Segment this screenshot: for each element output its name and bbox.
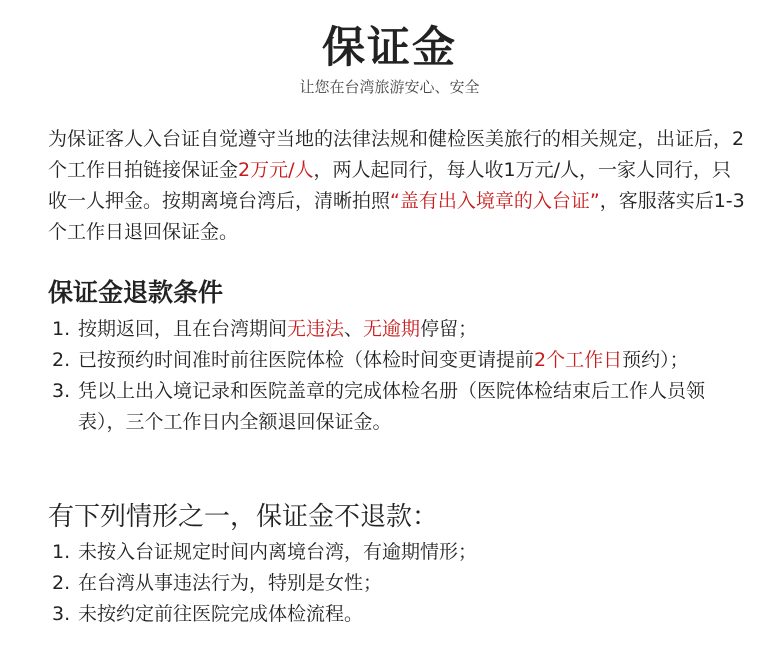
intro-text-1: 为保证客人入台证自觉遵守当地的法律法规和健检医美旅行的相关规定，出证后，2个工作日拍链接保证金 — [48, 128, 745, 181]
list-item — [52, 376, 742, 438]
item-text: 未按入台证规定时间内离境台湾，有逾期情形； — [78, 541, 478, 563]
page-title: 保证金 — [322, 23, 457, 73]
item-number: 1. — [52, 318, 71, 340]
refund-conditions-list — [52, 314, 742, 438]
item-number: 3. — [52, 603, 71, 625]
no-refund-heading: 有下列情形之一，保证金不退款： — [48, 502, 439, 532]
list-item — [52, 314, 742, 345]
intro-text-2: ，两人起同行，每人收1万元/人，一家人同行，只收一人押金。按期离境台湾后，清晰拍照 — [48, 159, 732, 212]
highlight-two-workdays: 2个工作日 — [534, 349, 623, 371]
item-text: 已按预约时间准时前往医院体检（体检时间变更请提前 — [78, 349, 535, 371]
stamp-requirement: “盖有出入境章的入台证” — [390, 190, 600, 212]
item-number: 1. — [52, 541, 71, 563]
list-item — [52, 568, 742, 599]
item-number: 3. — [52, 380, 71, 402]
intro-text-3: ，客服落实后1-3个工作日退回保证金。 — [48, 190, 745, 243]
item-text: 、 — [344, 318, 364, 340]
highlight-no-violation: 无违法 — [287, 318, 345, 340]
list-item — [52, 345, 742, 376]
item-text: 预约）； — [622, 349, 689, 371]
list-item — [52, 599, 742, 630]
deposit-amount: 2万元/人 — [238, 159, 314, 181]
refund-conditions-heading: 保证金退款条件 — [48, 278, 224, 307]
item-text: 在台湾从事违法行为，特别是女性； — [78, 572, 383, 594]
item-number: 2. — [52, 572, 71, 594]
item-text: 按期返回，且在台湾期间 — [78, 318, 288, 340]
page-subtitle: 让您在台湾旅游安心、安全 — [299, 78, 480, 96]
list-item — [52, 537, 742, 568]
highlight-no-overstay: 无逾期 — [363, 318, 421, 340]
item-number: 2. — [52, 349, 71, 371]
item-text: 凭以上出入境记录和医院盖章的完成体检名册（医院体检结束后工作人员领表），三个工作日内全额退回保证金。 — [78, 380, 706, 433]
intro-paragraph — [48, 124, 748, 248]
no-refund-list — [52, 537, 742, 630]
item-text: 未按约定前往医院完成体检流程。 — [78, 603, 364, 625]
item-text: 停留； — [420, 318, 478, 340]
